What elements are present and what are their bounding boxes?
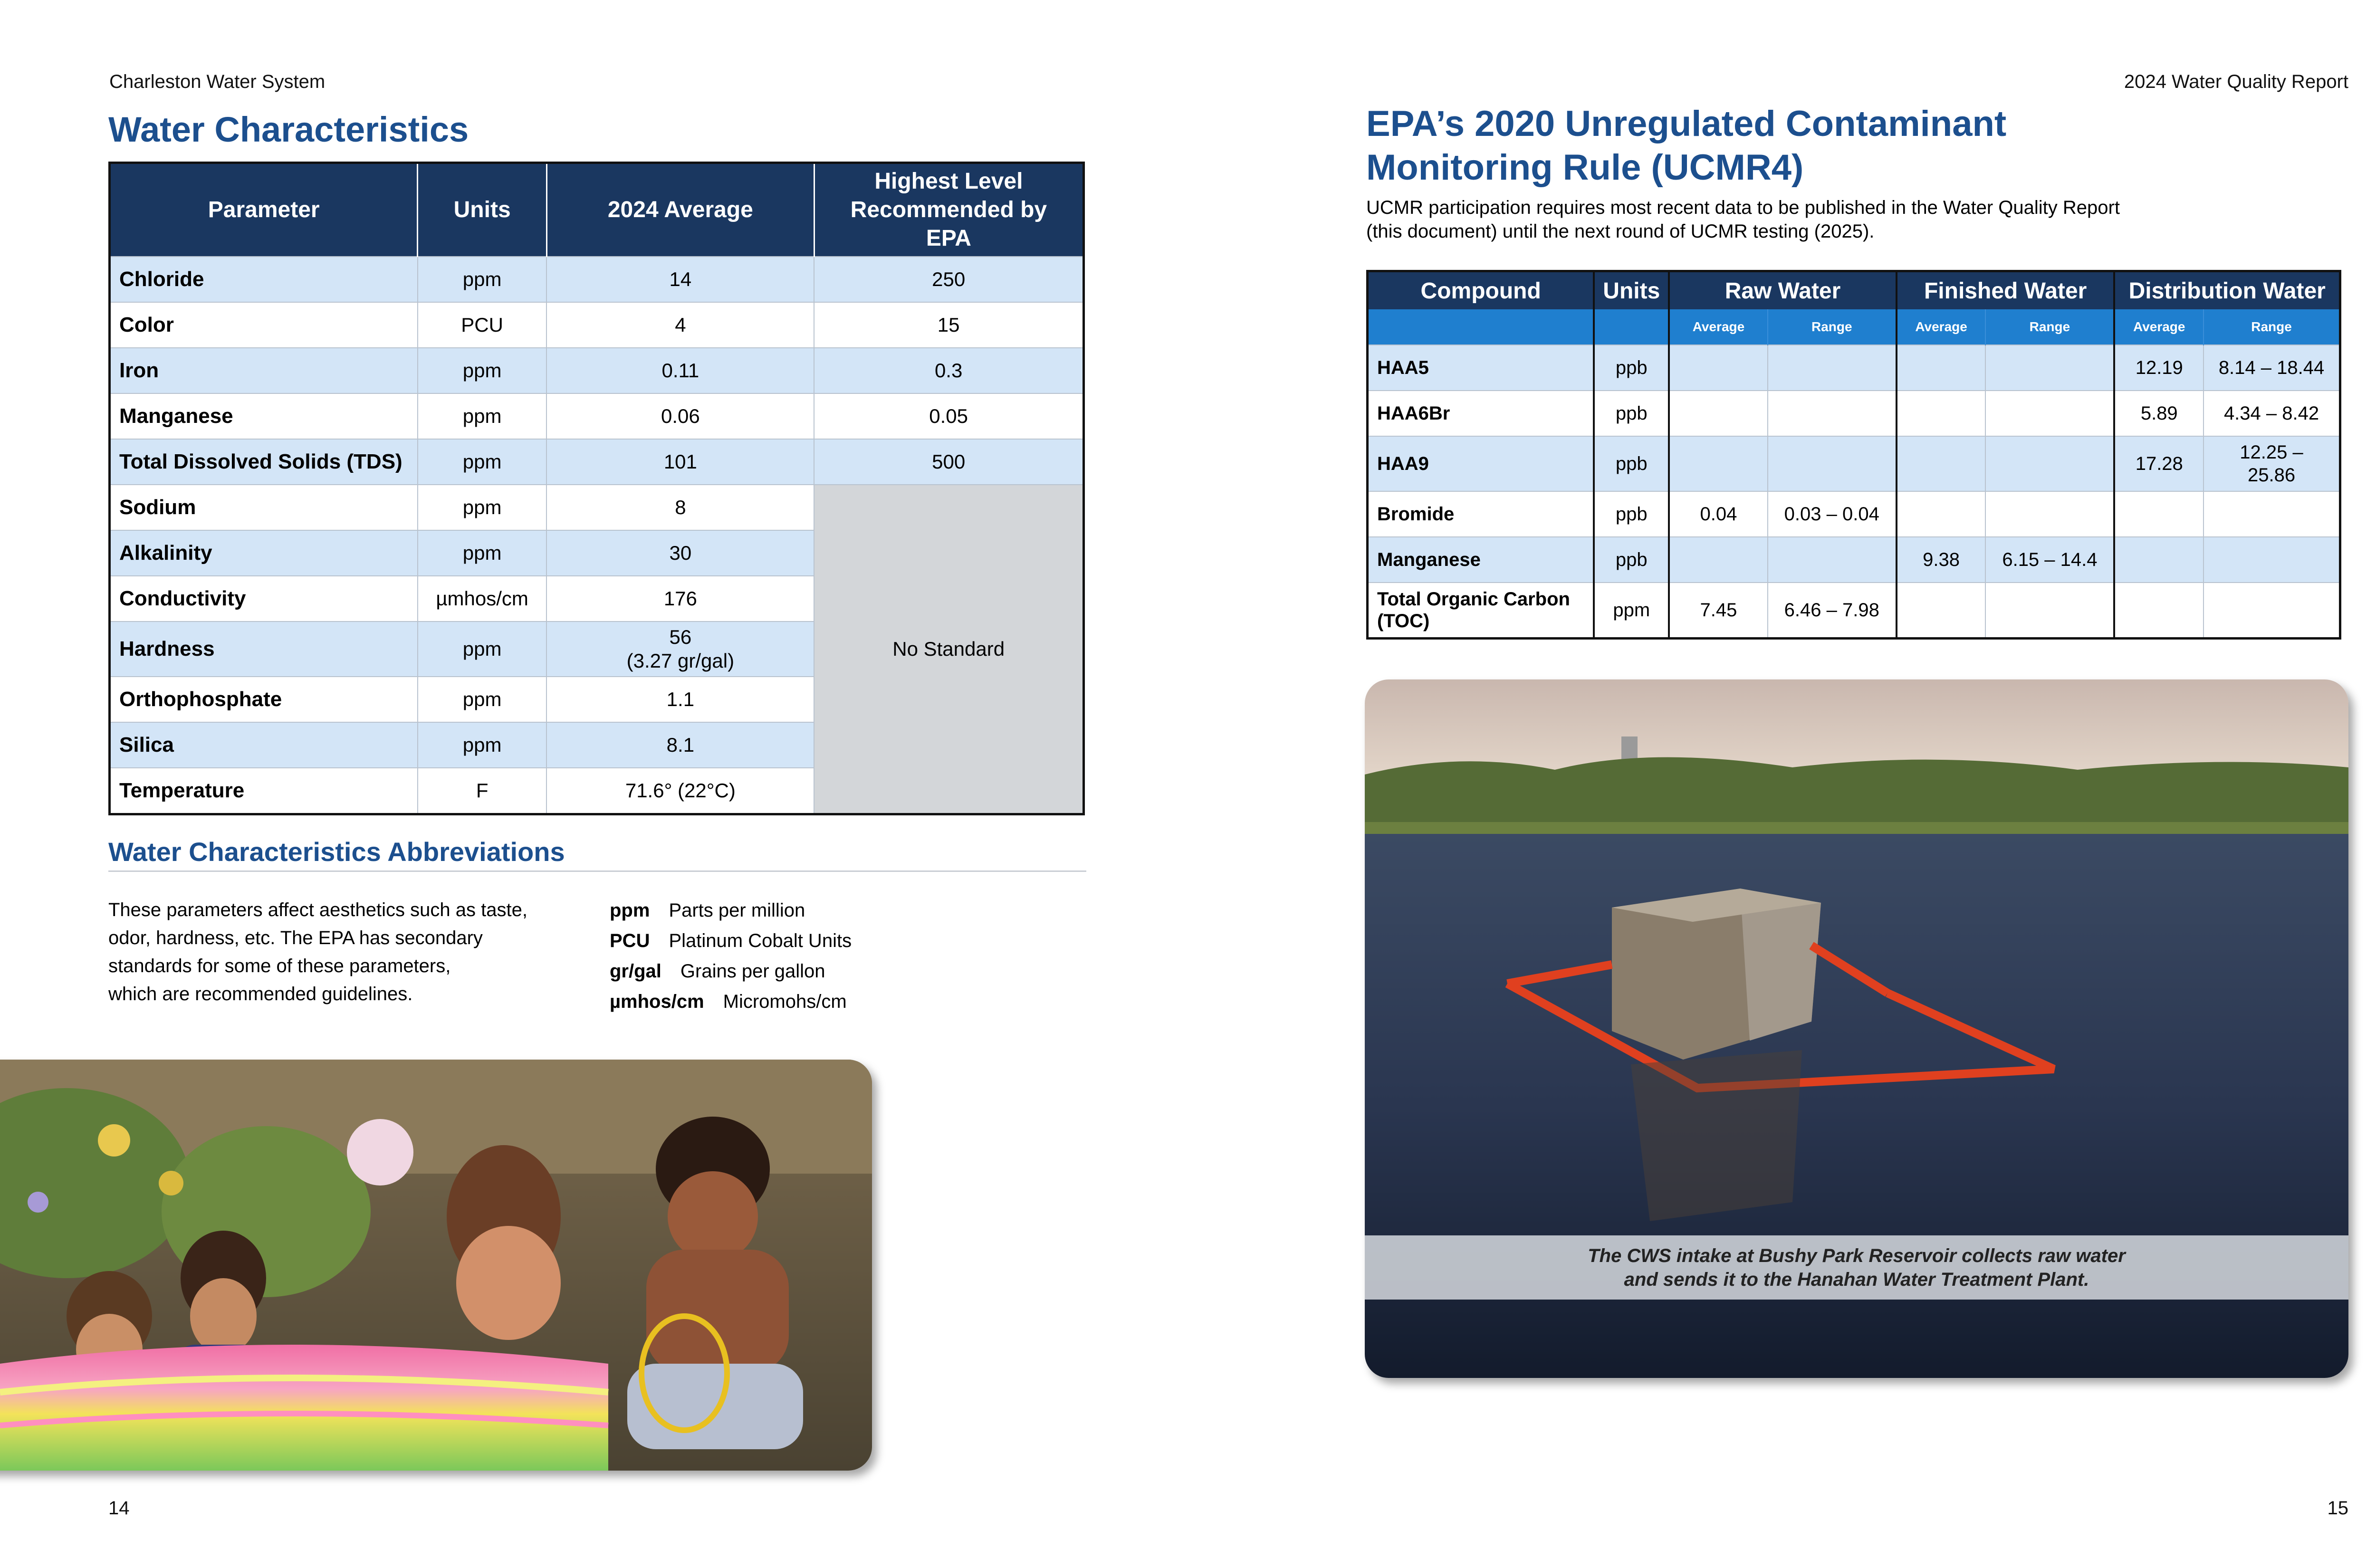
column-header: Parameter [110, 163, 418, 257]
table-subheader-row [1368, 309, 2340, 345]
distribution-average [2114, 583, 2204, 639]
distribution-range: 8.14 – 18.44 [2204, 345, 2340, 391]
subheader-empty [1594, 309, 1669, 345]
parameter-name: Chloride [110, 257, 418, 302]
subheader-empty [1368, 309, 1594, 345]
description-line: These parameters affect aesthetics such as taste, [108, 899, 527, 920]
parameter-average: 8 [546, 485, 814, 530]
table-row [1368, 491, 2340, 537]
abbreviation-key: µmhos/cm [610, 991, 704, 1012]
parameter-epa-level: 15 [814, 302, 1083, 348]
caption-line: and sends it to the Hanahan Water Treatment Plant. [1624, 1269, 2089, 1290]
compound-name: HAA5 [1368, 345, 1594, 391]
subheader-average: Average [1897, 309, 1986, 345]
distribution-average: 5.89 [2114, 391, 2204, 436]
abbreviation-key: gr/gal [610, 960, 661, 982]
table-row [110, 348, 1084, 393]
abbreviation-value: Micromohs/cm [723, 991, 847, 1012]
raw-range [1768, 537, 1897, 583]
parameter-average: 30 [546, 530, 814, 576]
left-running-header: Charleston Water System [109, 71, 326, 92]
subheader-average: Average [1669, 309, 1768, 345]
parameter-units: ppm [418, 439, 547, 485]
parameter-units: ppm [418, 621, 547, 677]
parameter-average: 1.1 [546, 677, 814, 722]
distribution-average [2114, 537, 2204, 583]
abbreviation-item [610, 926, 990, 956]
parameter-units: ppm [418, 393, 547, 439]
column-header: Highest Level Recommended by EPA [814, 163, 1083, 257]
page-title-water-characteristics: Water Characteristics [108, 110, 469, 149]
compound-units: ppb [1594, 537, 1669, 583]
subheader-range: Range [2204, 309, 2340, 345]
parameter-epa-level: 250 [814, 257, 1083, 302]
hardness-average-value: 56 [669, 625, 692, 648]
hardness-average-note: (3.27 gr/gal) [626, 650, 735, 672]
raw-average: 7.45 [1669, 583, 1768, 639]
abbreviation-item [610, 956, 990, 986]
raw-range: 6.46 – 7.98 [1768, 583, 1897, 639]
finished-average [1897, 436, 1986, 491]
finished-range [1985, 345, 2114, 391]
raw-average [1669, 436, 1768, 491]
page-title-ucmr4 [1366, 102, 2006, 190]
abbreviation-item [610, 986, 990, 1017]
raw-range [1768, 391, 1897, 436]
compound-name: HAA9 [1368, 436, 1594, 491]
parameter-average: 0.06 [546, 393, 814, 439]
parameter-name: Color [110, 302, 418, 348]
parameter-units: µmhos/cm [418, 576, 547, 621]
finished-average [1897, 491, 1986, 537]
abbreviations-divider [108, 870, 1086, 872]
reservoir-intake-photo [1365, 679, 2348, 1378]
parameter-units: ppm [418, 257, 547, 302]
table-row [1368, 345, 2340, 391]
compound-name: Bromide [1368, 491, 1594, 537]
right-page-number: 15 [2327, 1498, 2348, 1519]
parameter-units: ppm [418, 530, 547, 576]
finished-average [1897, 583, 1986, 639]
parameter-average: 101 [546, 439, 814, 485]
table-row [110, 302, 1084, 348]
abbreviations-title: Water Characteristics Abbreviations [108, 837, 565, 867]
ucmr-intro [1366, 196, 2120, 243]
column-header: Distribution Water [2114, 271, 2340, 310]
parameter-name: Silica [110, 722, 418, 768]
compound-name: HAA6Br [1368, 391, 1594, 436]
parameter-name: Sodium [110, 485, 418, 530]
description-line: which are recommended guidelines. [108, 984, 413, 1004]
compound-name: Total Organic Carbon (TOC) [1368, 583, 1594, 639]
distribution-average: 12.19 [2114, 345, 2204, 391]
finished-range [1985, 491, 2114, 537]
ucmr4-table [1366, 270, 2341, 640]
parameter-average: 0.11 [546, 348, 814, 393]
abbreviations-list [610, 895, 990, 1017]
table-row [1368, 436, 2340, 491]
table-header-row [110, 163, 1084, 257]
parameter-name: Total Dissolved Solids (TDS) [110, 439, 418, 485]
distribution-average [2114, 491, 2204, 537]
family-pool-photo [0, 1060, 872, 1471]
parameter-name: Manganese [110, 393, 418, 439]
distribution-range [2204, 537, 2340, 583]
parameter-name: Conductivity [110, 576, 418, 621]
compound-units: ppb [1594, 491, 1669, 537]
abbreviation-key: PCU [610, 930, 650, 951]
finished-average [1897, 391, 1986, 436]
water-characteristics-table [108, 162, 1085, 815]
table-row [110, 485, 1084, 530]
finished-range [1985, 436, 2114, 491]
abbreviation-value: Grains per gallon [680, 960, 825, 982]
abbreviation-item [610, 895, 990, 926]
raw-average [1669, 537, 1768, 583]
family-pool-photo-image [0, 1060, 872, 1471]
table-row [1368, 583, 2340, 639]
subheader-range: Range [1985, 309, 2114, 345]
column-header: 2024 Average [546, 163, 814, 257]
subheader-range: Range [1768, 309, 1897, 345]
compound-units: ppb [1594, 436, 1669, 491]
parameter-average: 71.6° (22°C) [546, 768, 814, 814]
distribution-range [2204, 491, 2340, 537]
parameter-average: 14 [546, 257, 814, 302]
parameter-name: Temperature [110, 768, 418, 814]
intro-line: (this document) until the next round of UCMR testing (2025). [1366, 221, 1875, 242]
finished-average [1897, 345, 1986, 391]
parameter-average: 176 [546, 576, 814, 621]
table-row [110, 439, 1084, 485]
distribution-range: 4.34 – 8.42 [2204, 391, 2340, 436]
photo-caption [1365, 1244, 2348, 1291]
distribution-range: 12.25 – 25.86 [2204, 436, 2340, 491]
table-row [110, 257, 1084, 302]
column-header: Raw Water [1669, 271, 1897, 310]
title-line: Monitoring Rule (UCMR4) [1366, 147, 1804, 188]
table-header-row [1368, 271, 2340, 310]
parameter-units: ppm [418, 485, 547, 530]
parameter-name: Alkalinity [110, 530, 418, 576]
compound-units: ppb [1594, 345, 1669, 391]
raw-average [1669, 345, 1768, 391]
description-line: standards for some of these parameters, [108, 956, 451, 976]
parameter-average [546, 621, 814, 677]
finished-range [1985, 583, 2114, 639]
compound-units: ppb [1594, 391, 1669, 436]
raw-average: 0.04 [1669, 491, 1768, 537]
parameter-epa-level: 0.05 [814, 393, 1083, 439]
parameter-epa-level: 0.3 [814, 348, 1083, 393]
right-running-header: 2024 Water Quality Report [2124, 71, 2348, 92]
table-row [1368, 537, 2340, 583]
title-line: EPA’s 2020 Unregulated Contaminant [1366, 104, 2007, 144]
parameter-units: ppm [418, 722, 547, 768]
finished-average: 9.38 [1897, 537, 1986, 583]
raw-range [1768, 436, 1897, 491]
parameter-units: ppm [418, 677, 547, 722]
parameter-average: 4 [546, 302, 814, 348]
parameter-units: PCU [418, 302, 547, 348]
left-page-number: 14 [108, 1498, 130, 1519]
parameter-average: 8.1 [546, 722, 814, 768]
distribution-average: 17.28 [2114, 436, 2204, 491]
finished-range: 6.15 – 14.4 [1985, 537, 2114, 583]
raw-average [1669, 391, 1768, 436]
subheader-average: Average [2114, 309, 2204, 345]
column-header: Compound [1368, 271, 1594, 310]
abbreviation-value: Platinum Cobalt Units [669, 930, 852, 951]
parameter-epa-level: 500 [814, 439, 1083, 485]
parameter-units: ppm [418, 348, 547, 393]
raw-range [1768, 345, 1897, 391]
parameter-units: F [418, 768, 547, 814]
abbreviation-key: ppm [610, 899, 650, 921]
caption-line: The CWS intake at Bushy Park Reservoir collects raw water [1588, 1245, 2126, 1266]
compound-units: ppm [1594, 583, 1669, 639]
intro-line: UCMR participation requires most recent data to be published in the Water Quality Report [1366, 197, 2120, 218]
abbreviation-value: Parts per million [669, 899, 805, 921]
table-row [1368, 391, 2340, 436]
parameter-name: Orthophosphate [110, 677, 418, 722]
table-row [110, 393, 1084, 439]
column-header: Finished Water [1897, 271, 2115, 310]
parameter-name: Hardness [110, 621, 418, 677]
finished-range [1985, 391, 2114, 436]
compound-name: Manganese [1368, 537, 1594, 583]
description-line: odor, hardness, etc. The EPA has secondary [108, 927, 483, 948]
abbreviations-description [108, 896, 584, 1008]
column-header: Units [418, 163, 547, 257]
raw-range: 0.03 – 0.04 [1768, 491, 1897, 537]
no-standard-cell: No Standard [814, 485, 1083, 814]
parameter-name: Iron [110, 348, 418, 393]
column-header: Units [1594, 271, 1669, 310]
distribution-range [2204, 583, 2340, 639]
